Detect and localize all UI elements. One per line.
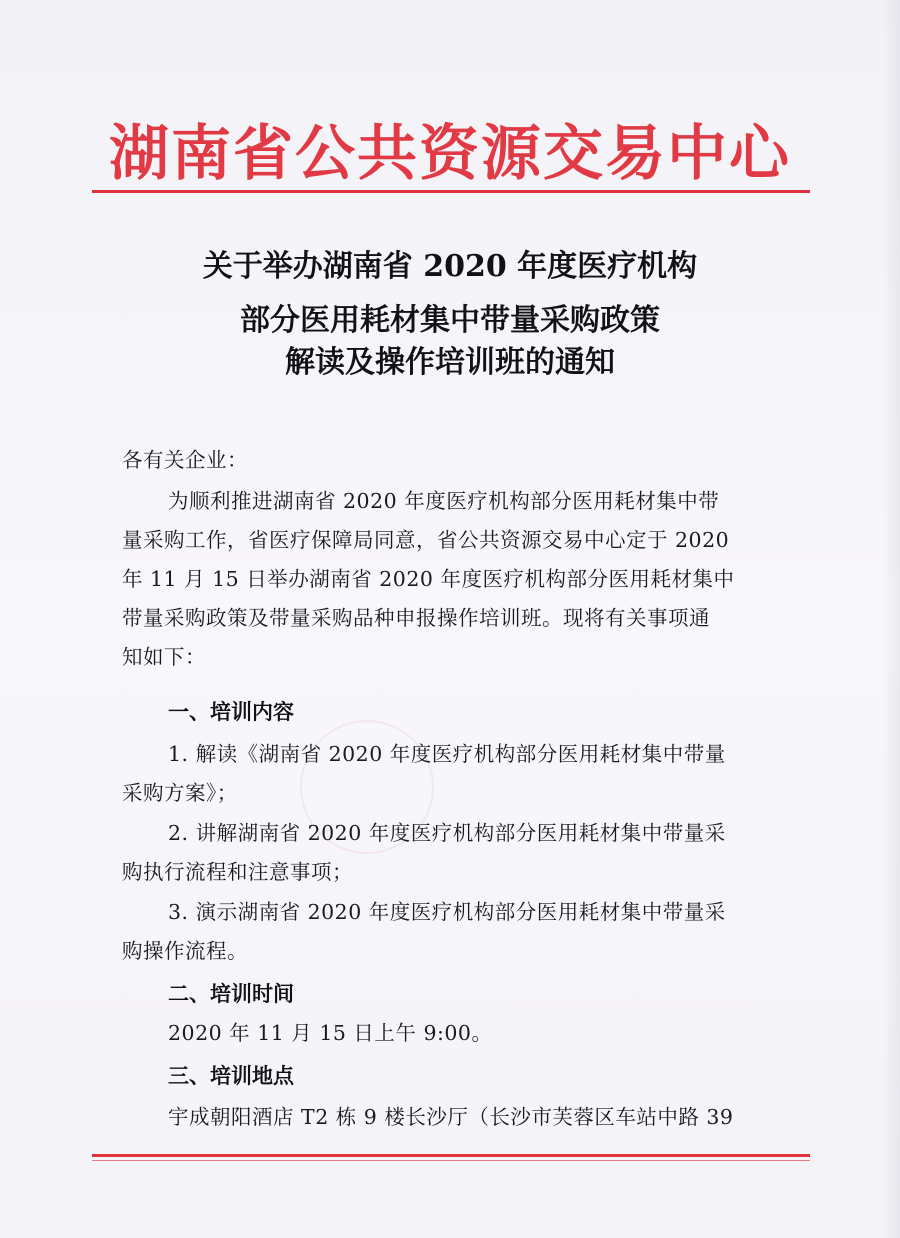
notice-title-line-2: 部分医用耗材集中带量采购政策 bbox=[240, 303, 660, 338]
footer-red-rule-thin bbox=[92, 1160, 810, 1161]
content-item-2-line-1: 2. 讲解湖南省 2020 年度医疗机构部分医用耗材集中带量采 bbox=[168, 821, 726, 845]
content-item-1-line-1: 1. 解读《湖南省 2020 年度医疗机构部分医用耗材集中带量 bbox=[168, 742, 726, 766]
notice-title-line-3: 解读及操作培训班的通知 bbox=[285, 345, 615, 380]
intro-line-2: 量采购工作，省医疗保障局同意，省公共资源交易中心定于 2020 bbox=[122, 528, 730, 552]
content-item-3-line-2: 购操作流程。 bbox=[122, 939, 248, 963]
letterhead-red-rule bbox=[92, 190, 810, 193]
training-time-value: 2020 年 11 月 15 日上午 9:00。 bbox=[168, 1021, 493, 1045]
intro-line-3: 年 11 月 15 日举办湖南省 2020 年度医疗机构部分医用耗材集中 bbox=[122, 567, 735, 591]
intro-line-5: 知如下： bbox=[122, 645, 206, 669]
training-place-value: 宇成朝阳酒店 T2 栋 9 楼长沙厅（长沙市芙蓉区车站中路 39 bbox=[168, 1105, 734, 1129]
salutation: 各有关企业： bbox=[122, 448, 248, 472]
notice-title-line-1: 关于举办湖南省 2020 年度医疗机构 bbox=[202, 249, 698, 284]
footer-red-rule bbox=[92, 1154, 810, 1157]
content-item-3-line-1: 3. 演示湖南省 2020 年度医疗机构部分医用耗材集中带量采 bbox=[168, 900, 726, 924]
letterhead-org-name: 湖南省公共资源交易中心 bbox=[109, 119, 791, 189]
content-item-2-line-2: 购执行流程和注意事项； bbox=[122, 860, 353, 884]
section-heading-time: 二、培训时间 bbox=[168, 981, 294, 1006]
intro-line-4: 带量采购政策及带量采购品种申报操作培训班。现将有关事项通 bbox=[122, 606, 710, 630]
content-item-1-line-2: 采购方案》； bbox=[122, 781, 238, 805]
section-heading-content: 一、培训内容 bbox=[168, 699, 294, 724]
intro-line-1: 为顺利推进湖南省 2020 年度医疗机构部分医用耗材集中带 bbox=[168, 489, 720, 513]
section-heading-place: 三、培训地点 bbox=[168, 1063, 294, 1088]
